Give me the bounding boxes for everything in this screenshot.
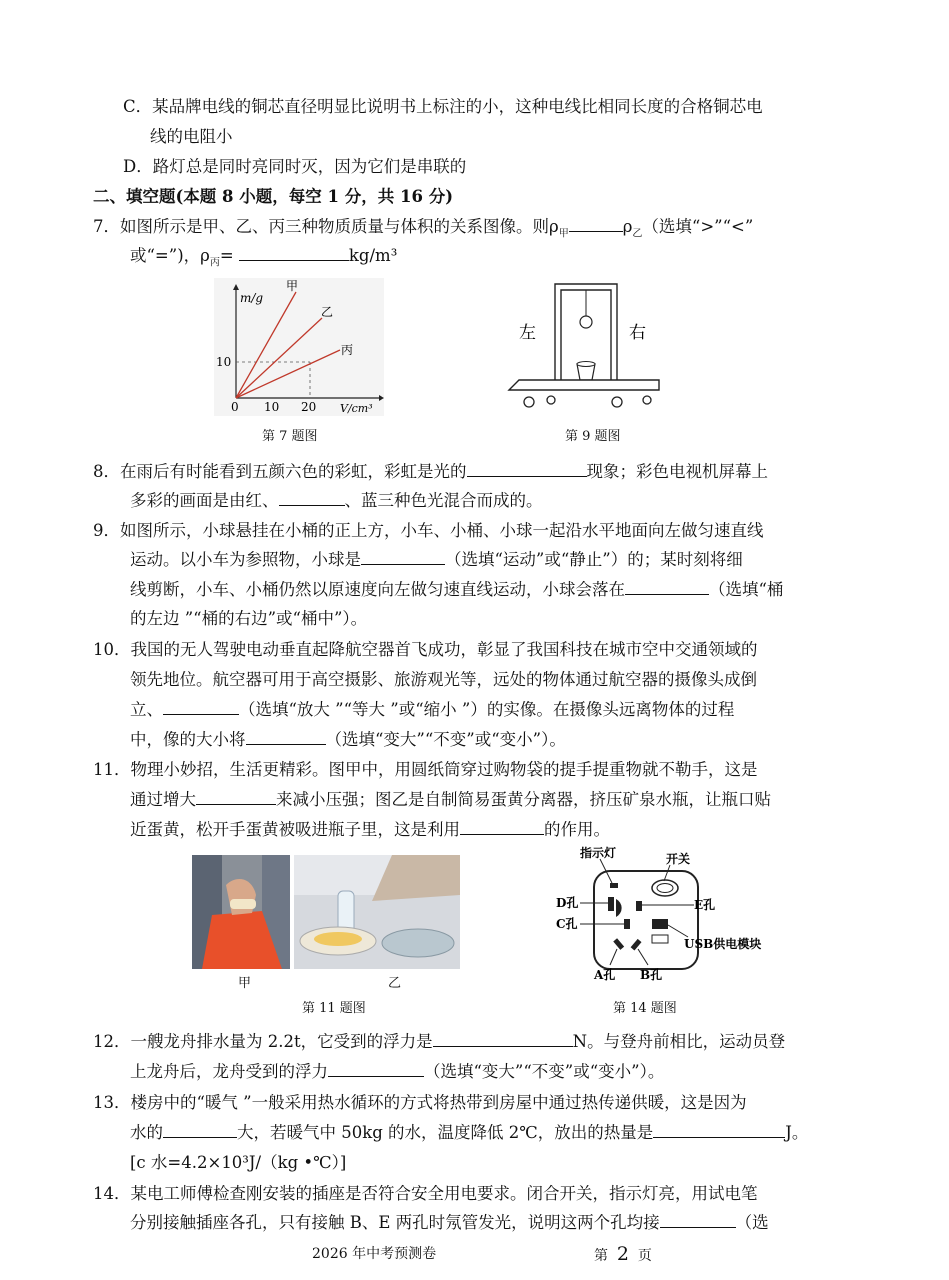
- right-label: 右: [629, 323, 646, 343]
- option-c-line2: 线的电阻小: [150, 127, 233, 146]
- answer-blank[interactable]: [163, 700, 239, 715]
- q11-line3: 近蛋黄，松开手蛋黄被吸进瓶子里，这是利用 的作用。: [130, 820, 610, 839]
- answer-blank[interactable]: [239, 246, 349, 261]
- d-hole: [608, 897, 614, 911]
- ball: [580, 316, 592, 328]
- a-hole-label: A孔: [594, 968, 616, 982]
- photo-yi-label: 乙: [388, 976, 402, 991]
- egg-yolk: [314, 932, 362, 946]
- e-hole-label: E孔: [694, 898, 716, 912]
- cart-platform: [509, 380, 659, 390]
- q14-line2: 分别接触插座各孔，只有接触 B、E 两孔时氖管发光，说明这两个孔均接 （选: [130, 1213, 769, 1232]
- indicator-light: [610, 883, 618, 888]
- b-hole-label: B孔: [640, 968, 663, 982]
- answer-blank[interactable]: [163, 1123, 237, 1138]
- bucket-rim: [577, 362, 595, 367]
- y-axis-label: m/g: [240, 291, 264, 305]
- q9-line3: 线剪断，小车、小桶仍然以原速度向左做匀速直线运动，小球会落在 （选填“桶: [130, 580, 784, 599]
- wheel: [643, 396, 651, 404]
- figure-11-photos: [192, 855, 460, 971]
- q7-line2: 或“=”)，$\rho_丙= kg/m^3$: [130, 246, 398, 269]
- socket-panel: [594, 871, 698, 969]
- section-title: 二、填空题(本题 8 小题，每空 1 分，共 16 分): [93, 187, 454, 206]
- q7-line1: 7．如图所示是甲、乙、丙三种物质质量与体积的关系图像。则$\rho_甲$ $\rho_乙$（选填“>”“<”: [93, 217, 754, 240]
- photo-jia: [192, 855, 290, 969]
- photo-jia-label: 甲: [238, 976, 252, 991]
- paper-tube: [230, 899, 256, 909]
- q13-line1: 13．楼房中的“暖气 ”一般采用热水循环的方式将热带到房屋中通过热传递供暖，这是因为: [93, 1093, 747, 1112]
- usb-port: [652, 919, 668, 929]
- answer-blank[interactable]: [196, 790, 276, 805]
- answer-blank[interactable]: [569, 217, 623, 232]
- photo-yi: [294, 855, 460, 969]
- figure-11-caption: 第 11 题图: [302, 1001, 366, 1016]
- q11-line2: 通过增大 来减小压强；图乙是自制简易蛋黄分离器，挤压矿泉水瓶，让瓶口贴: [130, 790, 771, 809]
- e-hole: [636, 901, 642, 911]
- q10-line1: 10．我国的无人驾驶电动垂直起降航空器首飞成功，彰显了我国科技在城市空中交通领域的: [93, 640, 758, 659]
- switch-label: 开关: [666, 852, 691, 866]
- y-tick-10: 10: [216, 355, 232, 369]
- x-axis-label: V/cm³: [340, 402, 373, 415]
- usb-module: [652, 935, 668, 943]
- answer-blank[interactable]: [328, 1062, 424, 1077]
- q10-line2: 领先地位。航空器可用于高空摄影、旅游观光等，远处的物体通过航空器的摄像头成倒: [130, 670, 757, 689]
- q12-line2: 上龙舟后，龙舟受到的浮力 （选填“变大”“不变”或“变小”）。: [130, 1062, 665, 1081]
- figure-7-caption: 第 7 题图: [262, 429, 318, 444]
- x-tick-10: 10: [264, 400, 280, 414]
- usb-label: USB供电模块: [684, 937, 762, 951]
- origin-label: 0: [231, 400, 239, 414]
- x-tick-20: 20: [301, 400, 317, 414]
- wheel: [524, 397, 534, 407]
- figure-7-graph: [214, 278, 384, 416]
- answer-blank[interactable]: [467, 462, 587, 477]
- indicator-label: 指示灯: [580, 846, 617, 860]
- q8-line1: 8．在雨后有时能看到五颜六色的彩虹，彩虹是光的 现象；彩色电视机屏幕上: [93, 462, 768, 481]
- answer-blank[interactable]: [246, 730, 326, 745]
- figure-14-caption: 第 14 题图: [613, 1001, 677, 1016]
- answer-blank[interactable]: [660, 1213, 736, 1228]
- answer-blank[interactable]: [279, 491, 345, 506]
- left-label: 左: [519, 323, 536, 343]
- q13-line3: [c 水=4.2×10³J/（kg •℃）]: [130, 1153, 347, 1172]
- option-c-line1: C．某品牌电线的铜芯直径明显比说明书上标注的小，这种电线比相同长度的合格铜芯电: [123, 97, 763, 116]
- wheel: [547, 396, 555, 404]
- series-jia-label: 甲: [286, 279, 299, 293]
- footer-page: 第 2 页: [594, 1243, 652, 1265]
- answer-blank[interactable]: [653, 1123, 785, 1138]
- page-number: 2: [616, 1243, 629, 1265]
- q9-line2: 运动。以小车为参照物，小球是 （选填“运动”或“静止”）的；某时刻将细: [130, 550, 743, 569]
- q10-line4: 中，像的大小将 （选填“变大”“不变”或“变小”）。: [130, 730, 566, 749]
- series-bing-label: 丙: [341, 343, 354, 357]
- q14-line1: 14．某电工师傅检查刚安装的插座是否符合安全用电要求。闭合开关，指示灯亮，用试电笔: [93, 1184, 758, 1203]
- answer-blank[interactable]: [625, 580, 709, 595]
- q9-line4: 的左边 ”“桶的右边”或“桶中”）。: [130, 609, 368, 628]
- plate: [382, 929, 454, 957]
- option-d: D．路灯总是同时亮同时灭，因为它们是串联的: [123, 157, 467, 176]
- answer-blank[interactable]: [361, 550, 445, 565]
- series-yi-label: 乙: [321, 305, 334, 319]
- q10-line3: 立、 （选填“放大 ”“等大 ”或“缩小 ”）的实像。在摄像头远离物体的过程: [130, 700, 735, 719]
- c-hole-label: C孔: [556, 917, 578, 931]
- q8-line2: 多彩的画面是由红、 、蓝三种色光混合而成的。: [130, 491, 543, 510]
- figure-9-caption: 第 9 题图: [565, 429, 621, 444]
- answer-blank[interactable]: [433, 1032, 573, 1047]
- answer-blank[interactable]: [460, 820, 544, 835]
- q11-line1: 11．物理小妙招，生活更精彩。图甲中，用圆纸筒穿过购物袋的提手提重物就不勒手，这是: [93, 760, 758, 779]
- q9-line1: 9．如图所示，小球悬挂在小桶的正上方，小车、小桶、小球一起沿水平地面向左做匀速直线: [93, 521, 764, 540]
- figure-9-cart: [505, 276, 665, 416]
- q13-line2: 水的 大，若暖气中 50kg 的水，温度降低 2℃，放出的热量是 J。: [130, 1123, 809, 1142]
- footer-exam-title: 2026 年中考预测卷: [312, 1246, 437, 1262]
- wheel: [612, 397, 622, 407]
- q12-line1: 12．一艘龙舟排水量为 2.2t，它受到的浮力是 N。与登舟前相比，运动员登: [93, 1032, 786, 1051]
- figure-14-socket: [548, 845, 778, 983]
- d-hole-label: D孔: [556, 896, 579, 910]
- c-hole: [624, 919, 630, 929]
